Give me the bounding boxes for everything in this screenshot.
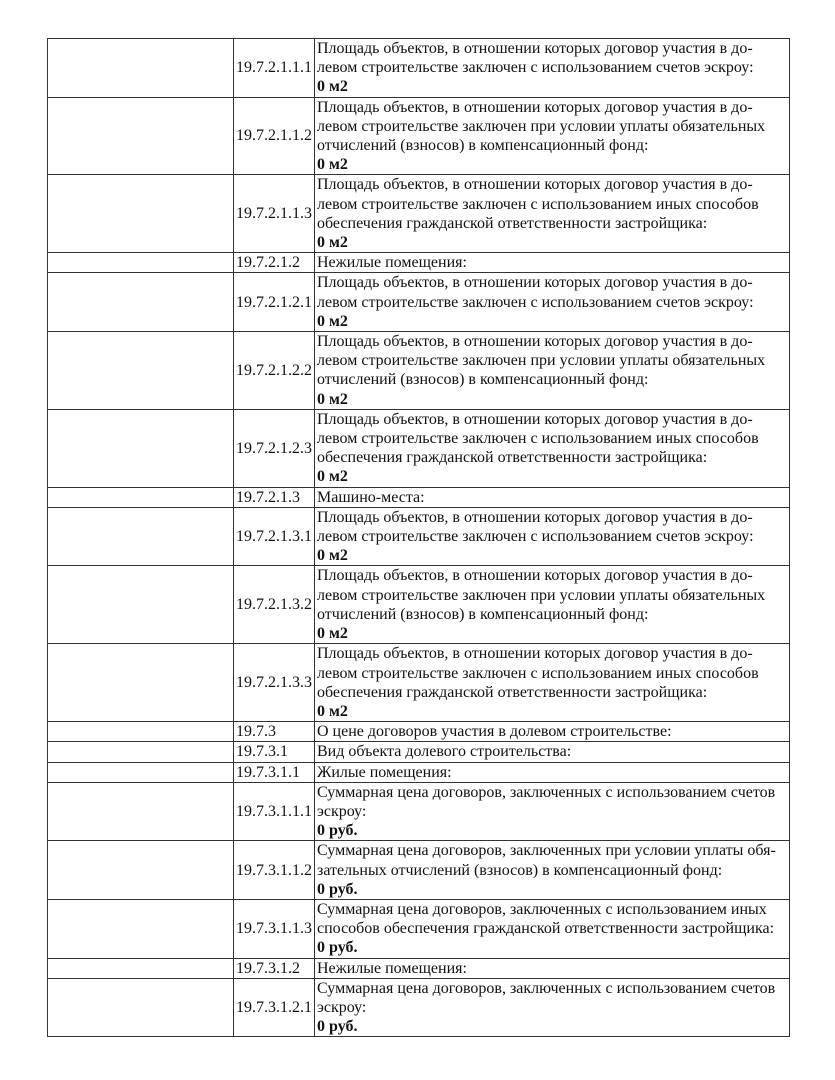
item-value: 0 м2	[317, 78, 348, 96]
table-row	[48, 273, 790, 332]
item-number: 19.7.3.1	[234, 742, 315, 762]
empty-cell	[48, 487, 234, 507]
table-row	[48, 644, 790, 722]
item-number: 19.7.3	[234, 722, 315, 742]
item-description	[315, 566, 790, 644]
description-line: Вид объекта долевого строительства:	[317, 743, 572, 761]
table-row	[48, 762, 790, 782]
item-description	[315, 841, 790, 900]
item-number: 19.7.3.1.2.1	[234, 978, 315, 1037]
item-number: 19.7.3.1.1.2	[234, 841, 315, 900]
item-description	[315, 899, 790, 958]
item-value: 0 м2	[317, 390, 348, 408]
item-value: 0 руб.	[317, 880, 358, 898]
item-description	[315, 487, 790, 507]
item-description	[315, 722, 790, 742]
item-description	[315, 762, 790, 782]
item-value: 0 м2	[317, 156, 348, 174]
empty-cell	[48, 841, 234, 900]
item-description	[315, 273, 790, 332]
description-line: Площадь объектов, в отношении которых договор участия в до-	[317, 410, 753, 428]
item-number: 19.7.2.1.3.1	[234, 507, 315, 566]
description-line: левом строительстве заключен при условии уплаты обязательных	[317, 117, 766, 135]
item-number: 19.7.3.1.1	[234, 762, 315, 782]
item-description	[315, 644, 790, 722]
description-line: левом строительстве заключен с использованием счетов эскроу:	[317, 293, 754, 311]
table-row	[48, 175, 790, 253]
item-description	[315, 253, 790, 273]
item-number: 19.7.2.1.3	[234, 487, 315, 507]
table-row	[48, 978, 790, 1037]
item-number: 19.7.2.1.1.2	[234, 97, 315, 175]
table-row	[48, 409, 790, 487]
item-value: 0 м2	[317, 702, 348, 720]
item-number: 19.7.2.1.1.3	[234, 175, 315, 253]
table-row	[48, 958, 790, 978]
item-value: 0 м2	[317, 547, 348, 565]
item-number: 19.7.2.1.3.2	[234, 566, 315, 644]
table-row	[48, 507, 790, 566]
empty-cell	[48, 566, 234, 644]
empty-cell	[48, 899, 234, 958]
description-line: Нежилые помещения:	[317, 254, 467, 272]
description-line: Площадь объектов, в отношении которых договор участия в до-	[317, 176, 753, 194]
description-line: Жилые помещения:	[317, 763, 452, 781]
description-line: эскроу:	[317, 802, 367, 820]
description-line: Суммарная цена договоров, заключенных с использованием иных	[317, 900, 767, 918]
description-line: эскроу:	[317, 998, 367, 1016]
empty-cell	[48, 762, 234, 782]
description-line: Площадь объектов, в отношении которых договор участия в до-	[317, 508, 753, 526]
item-description	[315, 958, 790, 978]
description-line: Площадь объектов, в отношении которых договор участия в до-	[317, 40, 753, 57]
description-line: Площадь объектов, в отношении которых договор участия в до-	[317, 333, 753, 351]
item-description	[315, 97, 790, 175]
item-number: 19.7.2.1.3.3	[234, 644, 315, 722]
empty-cell	[48, 253, 234, 273]
table-row	[48, 899, 790, 958]
description-line: левом строительстве заключен при условии уплаты обязательных	[317, 586, 766, 604]
description-line: зательных отчислений (взносов) в компенсационный фонд:	[317, 861, 723, 879]
table-row	[48, 487, 790, 507]
item-value: 0 м2	[317, 312, 348, 330]
description-line: отчислений (взносов) в компенсационный фонд:	[317, 371, 649, 389]
item-value: 0 руб.	[317, 822, 358, 840]
item-number: 19.7.2.1.1.1	[234, 39, 315, 98]
empty-cell	[48, 978, 234, 1037]
item-description	[315, 507, 790, 566]
empty-cell	[48, 722, 234, 742]
item-number: 19.7.2.1.2.2	[234, 332, 315, 410]
table-row	[48, 332, 790, 410]
empty-cell	[48, 644, 234, 722]
item-value: 0 м2	[317, 234, 348, 252]
item-number: 19.7.3.1.1.3	[234, 899, 315, 958]
empty-cell	[48, 409, 234, 487]
description-line: Площадь объектов, в отношении которых договор участия в до-	[317, 98, 753, 116]
description-line: левом строительстве заключен с использованием счетов эскроу:	[317, 59, 754, 77]
table-row	[48, 742, 790, 762]
item-number: 19.7.2.1.2.1	[234, 273, 315, 332]
description-line: левом строительстве заключен с использованием счетов эскроу:	[317, 528, 754, 546]
item-number: 19.7.3.1.1.1	[234, 782, 315, 841]
item-value: 0 руб.	[317, 939, 358, 957]
description-line: способов обеспечения гражданской ответственности застройщика:	[317, 920, 775, 938]
item-description	[315, 782, 790, 841]
description-line: левом строительстве заключен с использованием иных способов	[317, 195, 759, 213]
item-number: 19.7.3.1.2	[234, 958, 315, 978]
table-row	[48, 722, 790, 742]
item-description	[315, 742, 790, 762]
empty-cell	[48, 742, 234, 762]
item-description	[315, 332, 790, 410]
description-line: Площадь объектов, в отношении которых договор участия в до-	[317, 274, 753, 292]
description-line: левом строительстве заключен с использованием иных способов	[317, 430, 759, 448]
description-line: обеспечения гражданской ответственности застройщика:	[317, 214, 708, 232]
disclosure-table	[47, 38, 790, 1037]
empty-cell	[48, 782, 234, 841]
table-row	[48, 566, 790, 644]
item-value: 0 м2	[317, 468, 348, 486]
table-row	[48, 253, 790, 273]
empty-cell	[48, 97, 234, 175]
description-line: обеспечения гражданской ответственности застройщика:	[317, 683, 708, 701]
description-line: отчислений (взносов) в компенсационный фонд:	[317, 137, 649, 155]
description-line: Площадь объектов, в отношении которых договор участия в до-	[317, 645, 753, 663]
description-line: Машино-места:	[317, 488, 425, 506]
item-description	[315, 978, 790, 1037]
table-row	[48, 782, 790, 841]
description-line: левом строительстве заключен с использованием иных способов	[317, 664, 759, 682]
item-description	[315, 39, 790, 98]
item-value: 0 м2	[317, 625, 348, 643]
description-line: Нежилые помещения:	[317, 959, 467, 977]
empty-cell	[48, 332, 234, 410]
empty-cell	[48, 507, 234, 566]
table-row	[48, 841, 790, 900]
empty-cell	[48, 39, 234, 98]
table-row	[48, 39, 790, 98]
description-line: обеспечения гражданской ответственности застройщика:	[317, 449, 708, 467]
item-number: 19.7.2.1.2	[234, 253, 315, 273]
table-row	[48, 97, 790, 175]
empty-cell	[48, 958, 234, 978]
item-number: 19.7.2.1.2.3	[234, 409, 315, 487]
empty-cell	[48, 273, 234, 332]
empty-cell	[48, 175, 234, 253]
description-line: Суммарная цена договоров, заключенных с использованием счетов	[317, 783, 776, 801]
description-line: О цене договоров участия в долевом строительстве:	[317, 723, 672, 741]
item-description	[315, 409, 790, 487]
description-line: отчислений (взносов) в компенсационный фонд:	[317, 605, 649, 623]
description-line: Суммарная цена договоров, заключенных при условии уплаты обя-	[317, 842, 776, 860]
item-value: 0 руб.	[317, 1018, 358, 1036]
description-line: Площадь объектов, в отношении которых договор участия в до-	[317, 567, 753, 585]
description-line: левом строительстве заключен при условии уплаты обязательных	[317, 352, 766, 370]
description-line: Суммарная цена договоров, заключенных с использованием счетов	[317, 979, 776, 997]
item-description	[315, 175, 790, 253]
